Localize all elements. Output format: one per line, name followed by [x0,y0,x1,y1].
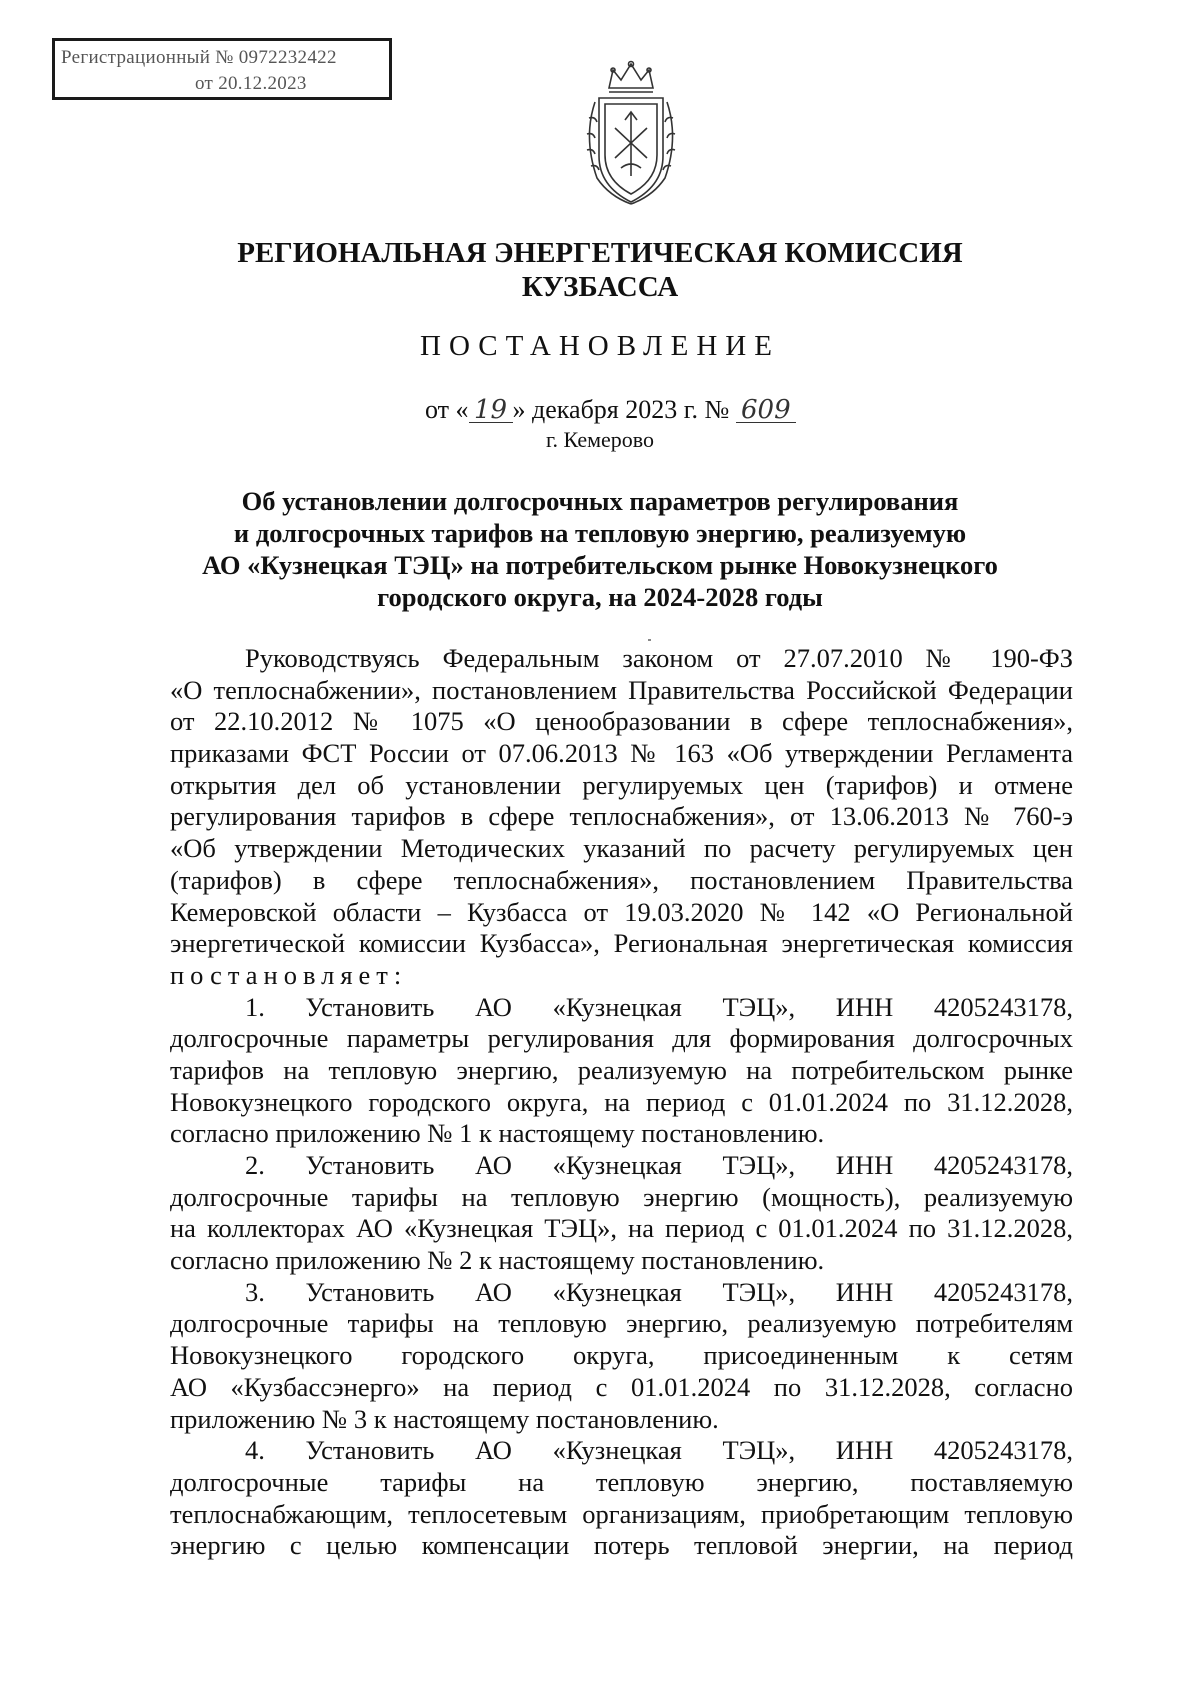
registration-date: от 20.12.2023 [195,73,307,94]
body-line: приложению № 3 к настоящему постановлению. [170,1403,719,1434]
registration-number: Регистрационный № 0972232422 [61,47,337,68]
body-line: на коллекторах АО «Кузнецкая ТЭЦ», на период с 01.01.2024 по 31.12.2028, [170,1213,1073,1244]
body-line: 2. Установить АО «Кузнецкая ТЭЦ», ИНН 4205243178, [245,1150,1073,1180]
body-line: постановляет: [170,959,408,990]
decree-subject [170,485,1030,613]
decree-number: 609 [736,398,796,423]
date-prefix: от « [425,395,469,424]
body-line: от 22.10.2012 № 1075 «О ценообразовании в сфере теплоснабжения», [170,706,1073,737]
body-line: согласно приложению № 1 к настоящему постановлению. [170,1118,825,1149]
body-line: долгосрочные тарифы на тепловую энергию, реализуемую потребителям [170,1308,1073,1339]
body-line: приказами ФСТ России от 07.06.2013 № 163 «Об утверждении Регламента [170,738,1073,769]
body-line: долгосрочные тарифы на тепловую энергию (мощность), реализуемую [170,1181,1073,1212]
body-line: энергетической комиссии Кузбасса», Региональная энергетическая комиссия [170,928,1073,959]
subject-line: и долгосрочных тарифов на тепловую энергию, реализуемую [233,518,967,548]
body-line: «О теплоснабжении», постановлением Правительства Российской Федерации [170,674,1073,705]
body-line: регулирования тарифов в сфере теплоснабжения», от 13.06.2013 № 760-э [170,801,1073,832]
scan-speck [648,639,651,641]
body-line: согласно приложению № 2 к настоящему постановлению. [170,1245,825,1276]
body-line: открытия дел об установлении регулируемых цен (тарифов) и отмене [170,769,1073,800]
decree-day: 19 [469,398,513,423]
body-line: долгосрочные параметры регулирования для формирования долгосрочных [170,1023,1073,1054]
body-line: 3. Установить АО «Кузнецкая ТЭЦ», ИНН 4205243178, [245,1276,1073,1307]
body-line: энергию с целью компенсации потерь тепловой энергии, на период [170,1530,1073,1561]
body-line: АО «Кузбассэнерго» на период с 01.01.2024 по 31.12.2028, согласно [170,1371,1073,1402]
body-line: Новокузнецкого городского округа, на период с 01.01.2024 по 31.12.2028, [170,1086,1073,1117]
body-line: Кемеровской области – Кузбасса от 19.03.2020 № 142 «О Региональной [170,896,1073,927]
body-line: Новокузнецкого городского округа, присоединенным к сетям [170,1340,1073,1371]
decree-date-line [425,395,796,425]
body-line: «Об утверждении Методических указаний по расчету регулируемых цен [170,833,1073,864]
organization-name-line2: КУЗБАССА [521,271,679,303]
date-middle: » декабря 2023 г. № [512,395,730,424]
body-line: (тарифов) в сфере теплоснабжения», постановлением Правительства [170,864,1073,895]
subject-line: городского округа, на 2024-2028 годы [377,582,823,612]
body-line: 4. Установить АО «Кузнецкая ТЭЦ», ИНН 4205243178, [245,1435,1073,1466]
body-line: Руководствуясь Федеральным законом от 27.07.2010 № 190-ФЗ [245,643,1073,673]
organization-name-line1: РЕГИОНАЛЬНАЯ ЭНЕРГЕТИЧЕСКАЯ КОМИССИЯ [237,237,963,269]
body-line: долгосрочные тарифы на тепловую энергию, поставляемую [170,1466,1073,1497]
kuzbass-coat-of-arms-icon [575,58,687,208]
decree-city: г. Кемерово [545,427,655,452]
body-line: теплоснабжающим, теплосетевым организациям, приобретающим тепловую [170,1498,1073,1529]
decree-body [170,643,1073,1562]
subject-line: Об установлении долгосрочных параметров регулирования [241,486,959,516]
registration-stamp [52,38,392,100]
document-type: ПОСТАНОВЛЕНИЕ [420,330,780,362]
subject-line: АО «Кузнецкая ТЭЦ» на потребительском рынке Новокузнецкого [202,550,998,580]
body-line: тарифов на тепловую энергию, реализуемую на потребительском рынке [170,1054,1073,1085]
body-line: 1. Установить АО «Кузнецкая ТЭЦ», ИНН 4205243178, [245,991,1073,1022]
